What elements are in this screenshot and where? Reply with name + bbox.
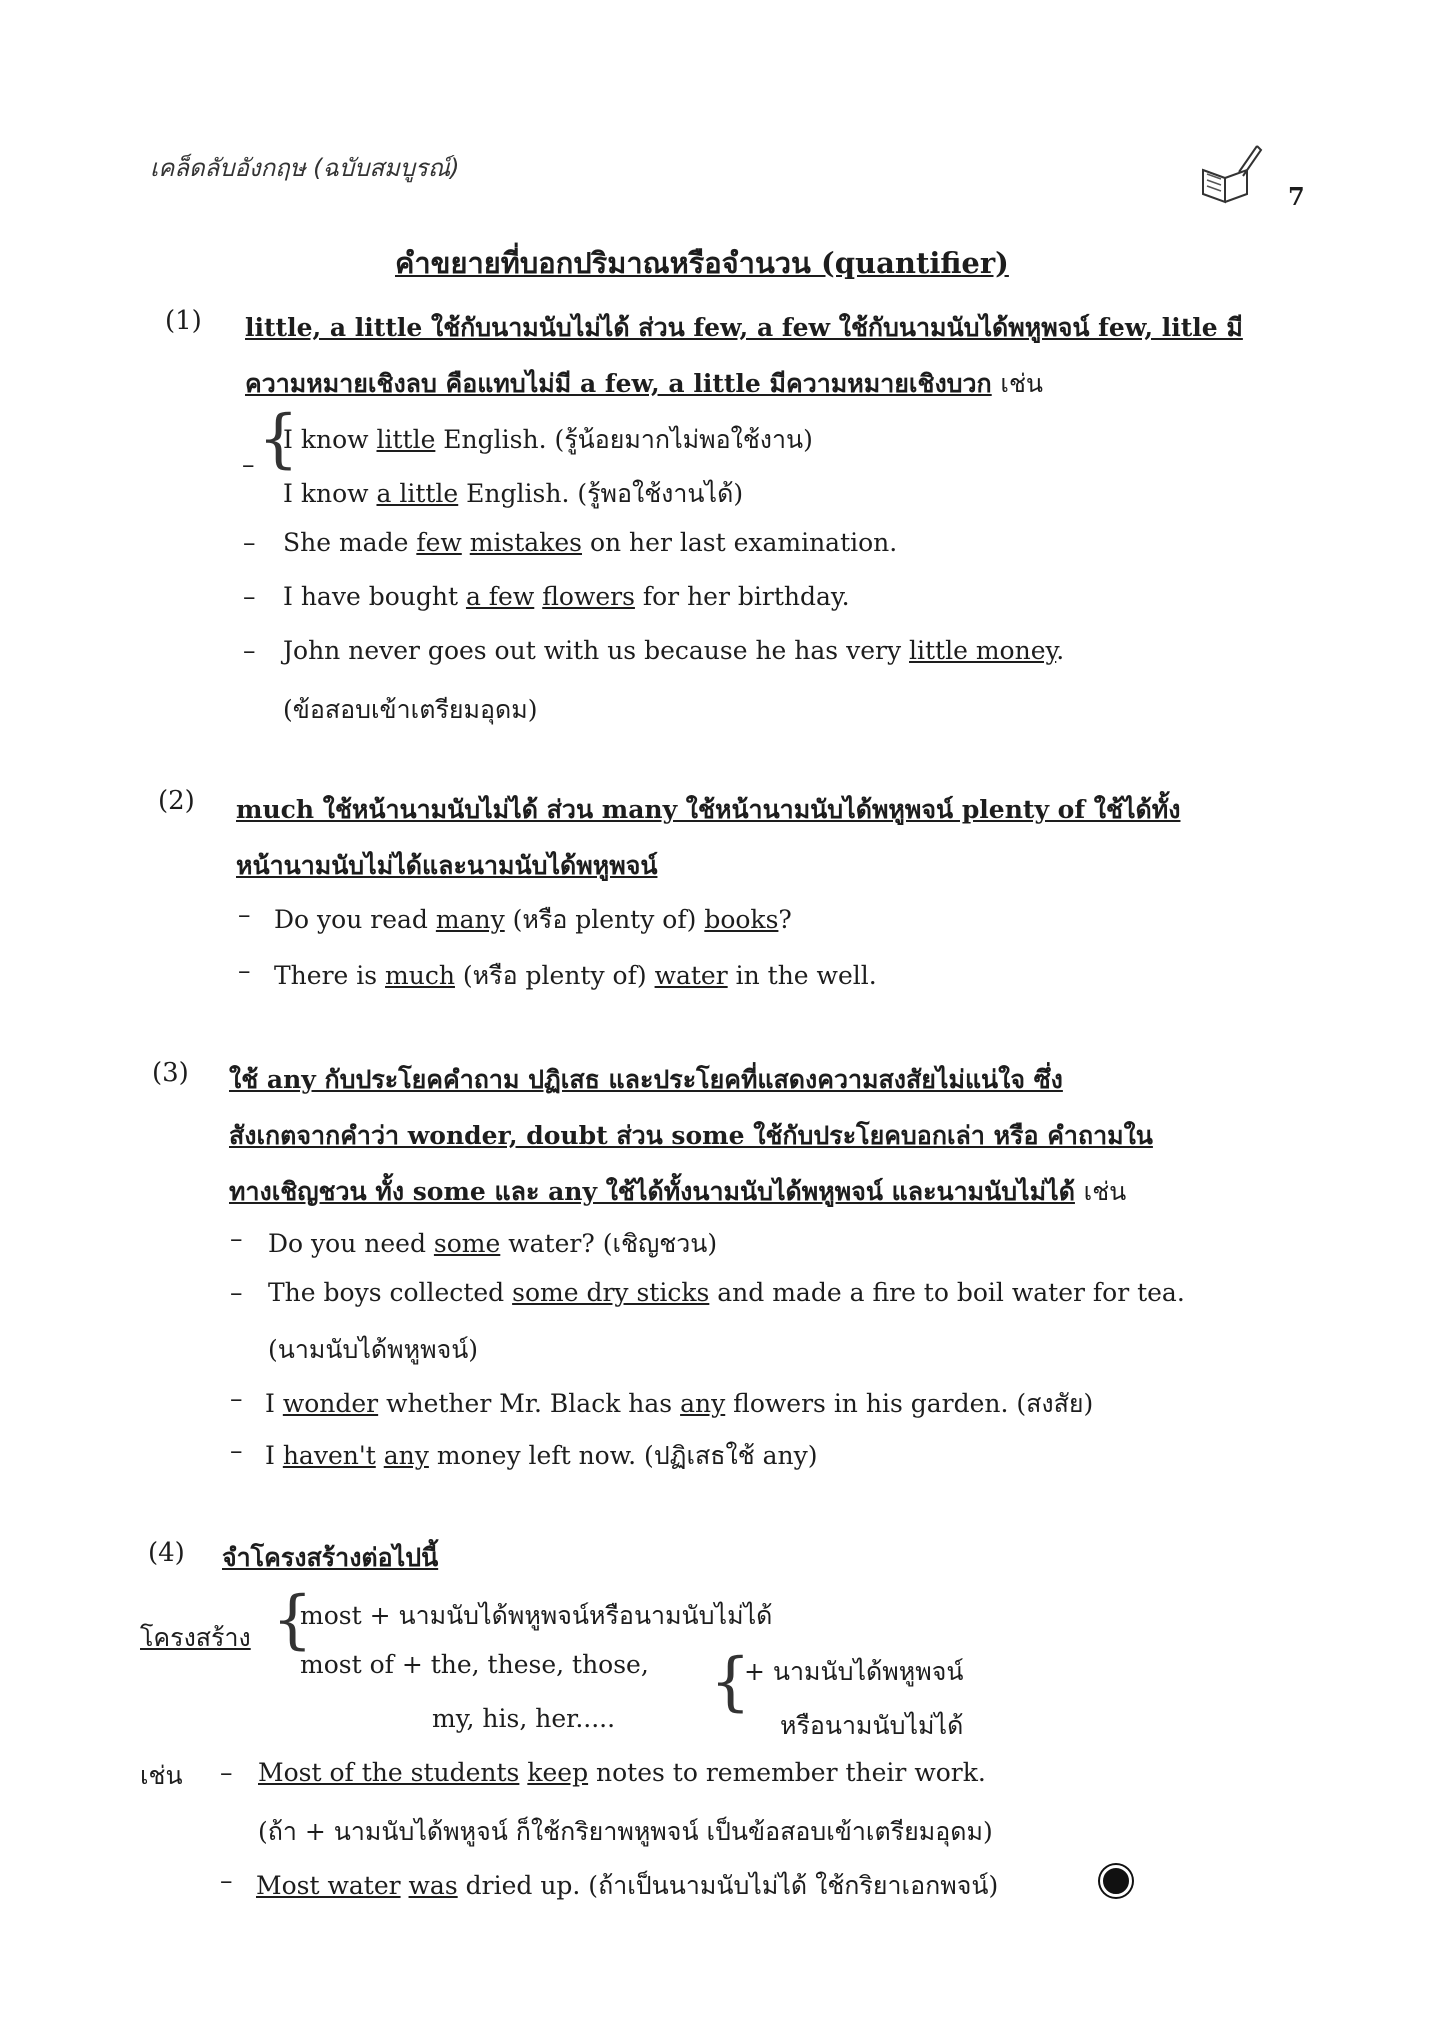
dash: – <box>238 900 251 929</box>
dash: – <box>230 1384 243 1413</box>
example-4: John never goes out with us because he has very little money. <box>283 636 1065 665</box>
section-2-rule-line-2: หน้านามนับไม่ได้และนามนับได้พหูพจน์ <box>236 851 658 880</box>
section-3-example-2: The boys collected some dry sticks and made a fire to boil water for tea. <box>268 1278 1185 1307</box>
structure-label: โครงสร้าง <box>140 1623 251 1652</box>
dash: – <box>220 1758 233 1787</box>
section-1-rule-line-2: ความหมายเชิงลบ คือแทบไม่มี a few, a little มีความหมายเชิงบวก เช่น <box>245 369 1044 398</box>
page-title: คำขยายที่บอกปริมาณหรือจำนวน (quantifier) <box>395 246 1009 280</box>
dash: – <box>242 450 255 479</box>
section-3-example-3: I wonder whether Mr. Black has any flowers in his garden. (สงสัย) <box>265 1389 1094 1418</box>
section-2-example-1: Do you read many (หรือ plenty of) books? <box>274 905 792 934</box>
section-3-rule-line-3: ทางเชิญชวน ทั้ง some และ any ใช้ได้ทั้งนามนับได้พหูพจน์ และนามนับไม่ได้ เช่น <box>229 1177 1127 1206</box>
dash: – <box>238 956 251 985</box>
example-2: She made few mistakes on her last examination. <box>283 528 898 557</box>
section-3-number: (3) <box>152 1058 189 1088</box>
section-1-number: (1) <box>165 306 202 336</box>
example-1b: I know a little English. (รู้พอใช้งานได้) <box>283 479 744 508</box>
book-title: เคล็ดลับอังกฤษ (ฉบับสมบูรณ์) <box>150 154 460 182</box>
section-4-number: (4) <box>148 1538 185 1568</box>
section-3-example-1: Do you need some water? (เชิญชวน) <box>268 1229 718 1258</box>
section-4-example-1-note: (ถ้า + นามนับได้พหูจน์ ก็ใช้กริยาพหูพจน์ เป็นข้อสอบเข้าเตรียมอุดม) <box>258 1817 993 1846</box>
example-4-note: (ข้อสอบเข้าเตรียมอุดม) <box>283 695 538 724</box>
section-1-rule-line-1: little, a little ใช้กับนามนับไม่ได้ ส่วน few, a few ใช้กับนามนับได้พหูพจน์ few, litle มี <box>245 313 1243 342</box>
dash: – <box>230 1224 243 1253</box>
section-2-number: (2) <box>158 786 195 816</box>
brace: { <box>272 1583 313 1657</box>
example-1a: I know little English. (รู้น้อยมากไม่พอใช้งาน) <box>283 425 813 454</box>
end-bullet-icon <box>1100 1865 1132 1897</box>
example-label: เช่น <box>140 1761 183 1790</box>
dash: – <box>230 1436 243 1465</box>
book-pen-icon <box>1195 140 1265 210</box>
example-3: I have bought a few flowers for her birthday. <box>283 582 850 611</box>
section-2-rule-line-1: much ใช้หน้านามนับไม่ได้ ส่วน many ใช้หน้านามนับได้พหูพจน์ plenty of ใช้ได้ทั้ง <box>236 795 1181 824</box>
section-3-rule-line-2: สังเกตจากคำว่า wonder, doubt ส่วน some ใช้กับประโยคบอกเล่า หรือ คำถามใน <box>229 1121 1153 1150</box>
structure-line-1: most + นามนับได้พหูพจน์หรือนามนับไม่ได้ <box>300 1601 773 1630</box>
dash: – <box>243 582 256 611</box>
section-3-rule-line-1: ใช้ any กับประโยคคำถาม ปฏิเสธ และประโยคที่แสดงความสงสัยไม่แน่ใจ ซึ่ง <box>229 1065 1063 1094</box>
section-4-example-1: Most of the students keep notes to remember their work. <box>258 1758 986 1787</box>
structure-line-2: most of + the, these, those, <box>300 1650 649 1679</box>
dash: – <box>230 1278 243 1307</box>
section-4-example-2: Most water was dried up. (ถ้าเป็นนามนับไม่ได้ ใช้กริยาเอกพจน์) <box>256 1871 999 1900</box>
section-4-heading: จำโครงสร้างต่อไปนี้ <box>222 1543 439 1572</box>
section-2-example-2: There is much (หรือ plenty of) water in the well. <box>274 961 877 990</box>
dash: – <box>220 1866 233 1895</box>
section-3-example-2-note: (นามนับได้พหูพจน์) <box>268 1335 479 1364</box>
page-number: 7 <box>1288 182 1305 211</box>
brace: { <box>710 1645 751 1719</box>
section-3-example-4: I haven't any money left now. (ปฏิเสธใช้ any) <box>265 1441 818 1470</box>
dash: – <box>243 528 256 557</box>
dash: – <box>243 636 256 665</box>
structure-right-2: หรือนามนับไม่ได้ <box>780 1711 964 1740</box>
structure-line-3: my, his, her..... <box>432 1704 616 1733</box>
structure-right-1: + นามนับได้พหูพจน์ <box>744 1657 964 1686</box>
brace: { <box>258 402 299 476</box>
